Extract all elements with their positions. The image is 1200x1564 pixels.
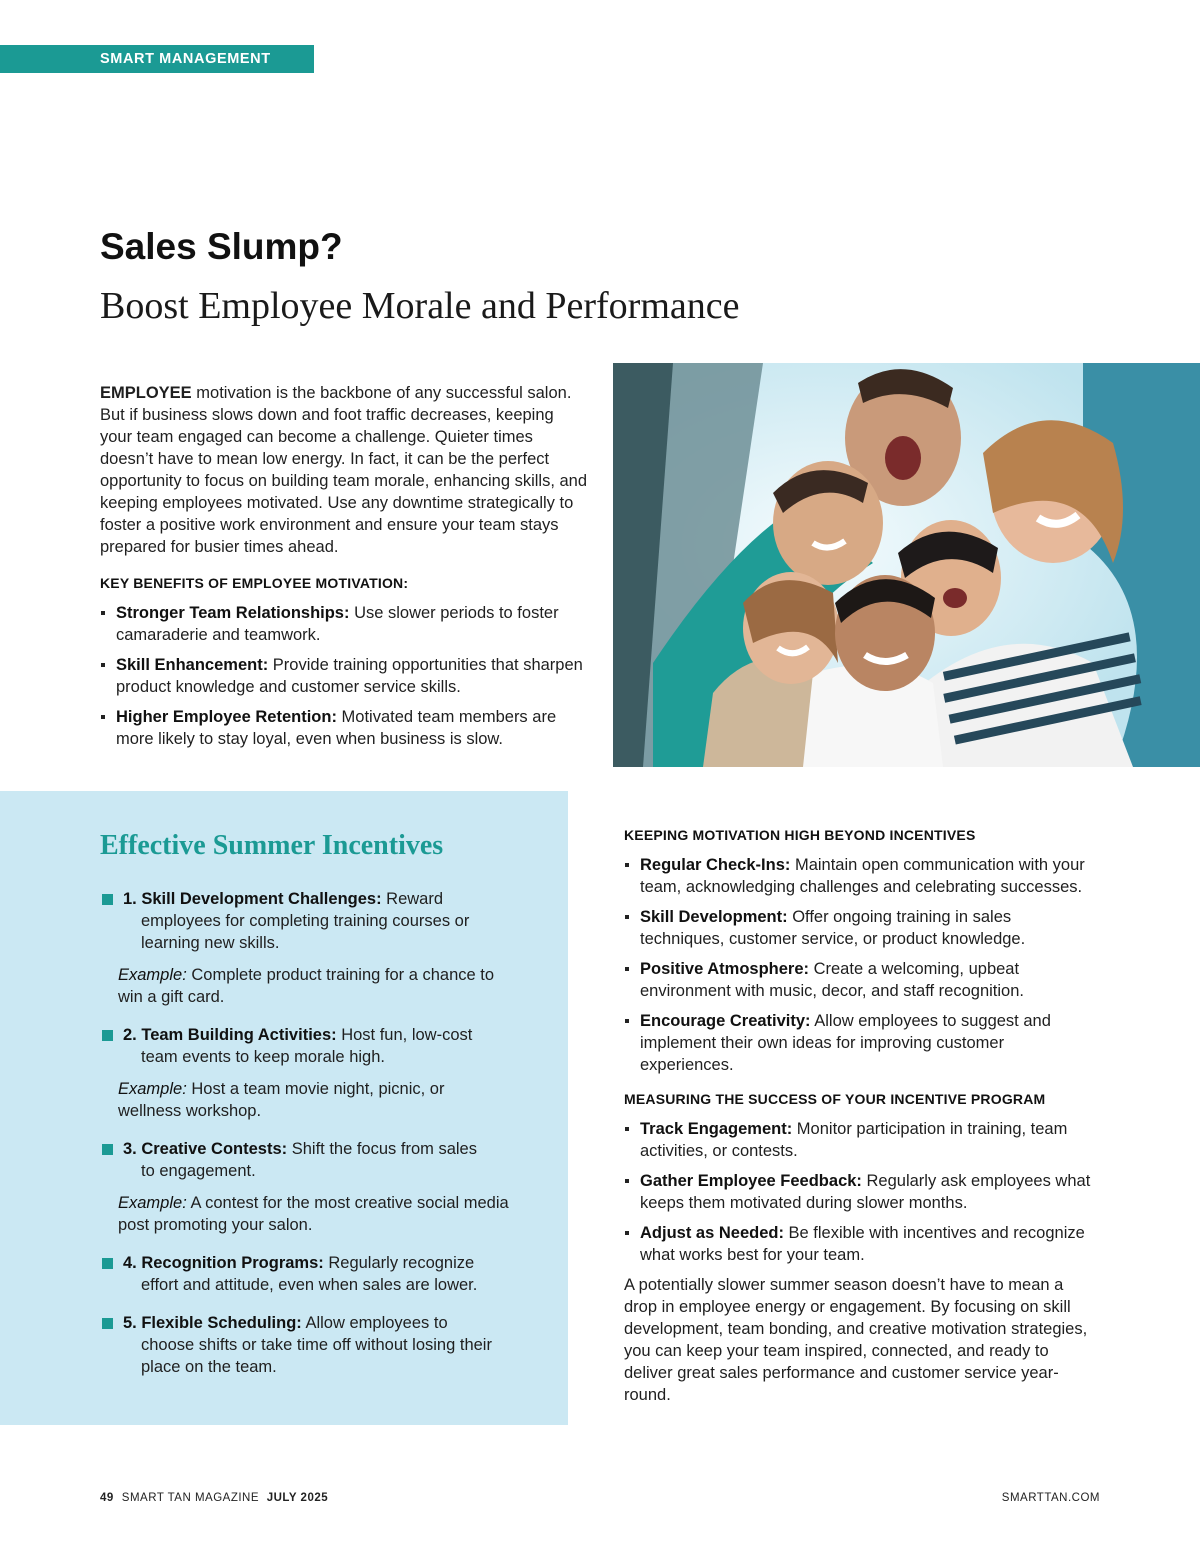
example-text: Example: Host a team movie night, picnic, or wellness workshop. (118, 1080, 445, 1120)
square-bullet-icon (102, 1318, 113, 1329)
item-first-line (123, 1138, 510, 1160)
item-label: 1. Skill Development Challenges: (123, 890, 382, 908)
item-text: Use slower periods to foster camaraderie and teamwork. (116, 604, 559, 644)
list-item (624, 906, 1094, 950)
square-bullet-icon (102, 1030, 113, 1041)
beyond-incentives-heading: KEEPING MOTIVATION HIGH BEYOND INCENTIVES (624, 827, 976, 843)
list-item (100, 654, 590, 698)
list-item (100, 602, 590, 646)
team-huddle-illustration (613, 363, 1200, 767)
list-item (100, 1024, 510, 1068)
page-number: 49 (100, 1492, 114, 1504)
magazine-name: SMART TAN MAGAZINE (121, 1492, 260, 1504)
item-text: Allow employees to (301, 1314, 448, 1332)
key-benefits-list (100, 602, 590, 750)
item-text: Monitor participation in training, team activities, or contests. (640, 1120, 1068, 1160)
item-text: Allow employees to suggest and implement their own ideas for improving customer experiences. (640, 1012, 1051, 1074)
item-label: Skill Development: (640, 908, 788, 926)
square-bullet-icon (102, 894, 113, 905)
section-tag: SMART MANAGEMENT (0, 45, 314, 73)
item-text: Regularly ask employees what keeps them motivated during slower months. (640, 1172, 1091, 1212)
list-item (100, 1252, 510, 1296)
intro-text: motivation is the backbone of any successful salon. But if business slows down and foot traffic decreases, keeping your team engaged can become a challenge. Quieter times doesn’t have to mean low energy. In fact, it can be the perfect opportunity to focus on building team morale, enhancing skills, and keeping employees motivated. Use any downtime strategically to foster a positive work environment and ensure your team stays prepared for busier times ahead. (100, 384, 588, 556)
item-label: Positive Atmosphere: (640, 960, 810, 978)
list-item (624, 1010, 1094, 1076)
item-text: Offer ongoing training in sales techniques, customer service, or product knowledge. (640, 908, 1026, 948)
list-item (100, 1312, 510, 1378)
item-text: Host fun, low-cost (336, 1026, 473, 1044)
list-item (100, 1138, 510, 1182)
item-label: 3. Creative Contests: (123, 1140, 288, 1158)
item-first-line (123, 1252, 510, 1274)
item-text: Provide training opportunities that sharpen product knowledge and customer service skills. (116, 656, 583, 696)
item-label: Skill Enhancement: (116, 656, 269, 674)
measuring-success-heading: MEASURING THE SUCCESS OF YOUR INCENTIVE PROGRAM (624, 1091, 1046, 1107)
list-item (624, 854, 1094, 898)
list-item (100, 888, 510, 954)
item-label: 4. Recognition Programs: (123, 1254, 324, 1272)
item-label: 5. Flexible Scheduling: (123, 1314, 302, 1332)
intro-lead: EMPLOYEE (100, 384, 192, 402)
example-label: Example: (118, 1080, 187, 1098)
example-label: Example: (118, 966, 187, 984)
footer-site-link[interactable]: SMARTTAN.COM (1001, 1492, 1100, 1504)
list-item (100, 706, 590, 750)
list-item (624, 1222, 1094, 1266)
item-label: 2. Team Building Activities: (123, 1026, 337, 1044)
article-title: Sales Slump? (100, 226, 343, 267)
item-first-line (123, 1312, 510, 1334)
issue-date: JULY 2025 (266, 1492, 329, 1504)
item-continuation: choose shifts or take time off without losing their place on the team. (141, 1336, 492, 1376)
item-label: Regular Check-Ins: (640, 856, 791, 874)
example-label: Example: (118, 1194, 187, 1212)
item-label: Track Engagement: (640, 1120, 793, 1138)
item-label: Adjust as Needed: (640, 1224, 784, 1242)
item-text: Be flexible with incentives and recognize what works best for your team. (640, 1224, 1085, 1264)
item-label: Higher Employee Retention: (116, 708, 337, 726)
item-label: Encourage Creativity: (640, 1012, 811, 1030)
incentives-title: Effective Summer Incentives (100, 830, 444, 861)
item-text: Regularly recognize (323, 1254, 475, 1272)
intro-column (100, 382, 590, 758)
item-continuation: to engagement. (141, 1162, 256, 1180)
incentives-list (100, 888, 510, 1392)
intro-paragraph (100, 382, 590, 558)
item-continuation: effort and attitude, even when sales are lower. (141, 1276, 478, 1294)
footer-left (100, 1492, 328, 1504)
team-huddle-photo (613, 363, 1200, 767)
square-bullet-icon (102, 1144, 113, 1155)
square-bullet-icon (102, 1258, 113, 1269)
list-item (624, 1118, 1094, 1162)
item-label: Gather Employee Feedback: (640, 1172, 862, 1190)
beyond-incentives-list (624, 854, 1094, 1076)
example-text: Example: A contest for the most creative social media post promoting your salon. (118, 1194, 509, 1234)
article-subtitle: Boost Employee Morale and Performance (100, 285, 740, 327)
key-benefits-heading: KEY BENEFITS OF EMPLOYEE MOTIVATION: (100, 575, 409, 591)
list-item (624, 1170, 1094, 1214)
item-continuation: employees for completing training courses or learning new skills. (141, 912, 470, 952)
item-text: Maintain open communication with your team, acknowledging challenges and celebrating successes. (640, 856, 1085, 896)
item-label: Stronger Team Relationships: (116, 604, 350, 622)
item-first-line (123, 888, 510, 910)
item-continuation: team events to keep morale high. (141, 1048, 385, 1066)
closing-paragraph: A potentially slower summer season doesn’t have to mean a drop in employee energy or engagement. By focusing on skill development, team bonding, and creative motivation strategies, you can keep your team inspired, connected, and ready to deliver great sales performance and customer service year-round. (624, 1276, 1088, 1404)
right-column (624, 824, 1094, 1406)
item-text: Motivated team members are more likely to stay loyal, even when business is slow. (116, 708, 557, 748)
list-item (624, 958, 1094, 1002)
item-first-line (123, 1024, 510, 1046)
item-text: Shift the focus from sales (287, 1140, 477, 1158)
example-text: Example: Complete product training for a chance to win a gift card. (118, 966, 495, 1006)
item-text: Create a welcoming, upbeat environment with music, decor, and staff recognition. (640, 960, 1024, 1000)
measuring-success-list (624, 1118, 1094, 1266)
item-text: Reward (381, 890, 444, 908)
